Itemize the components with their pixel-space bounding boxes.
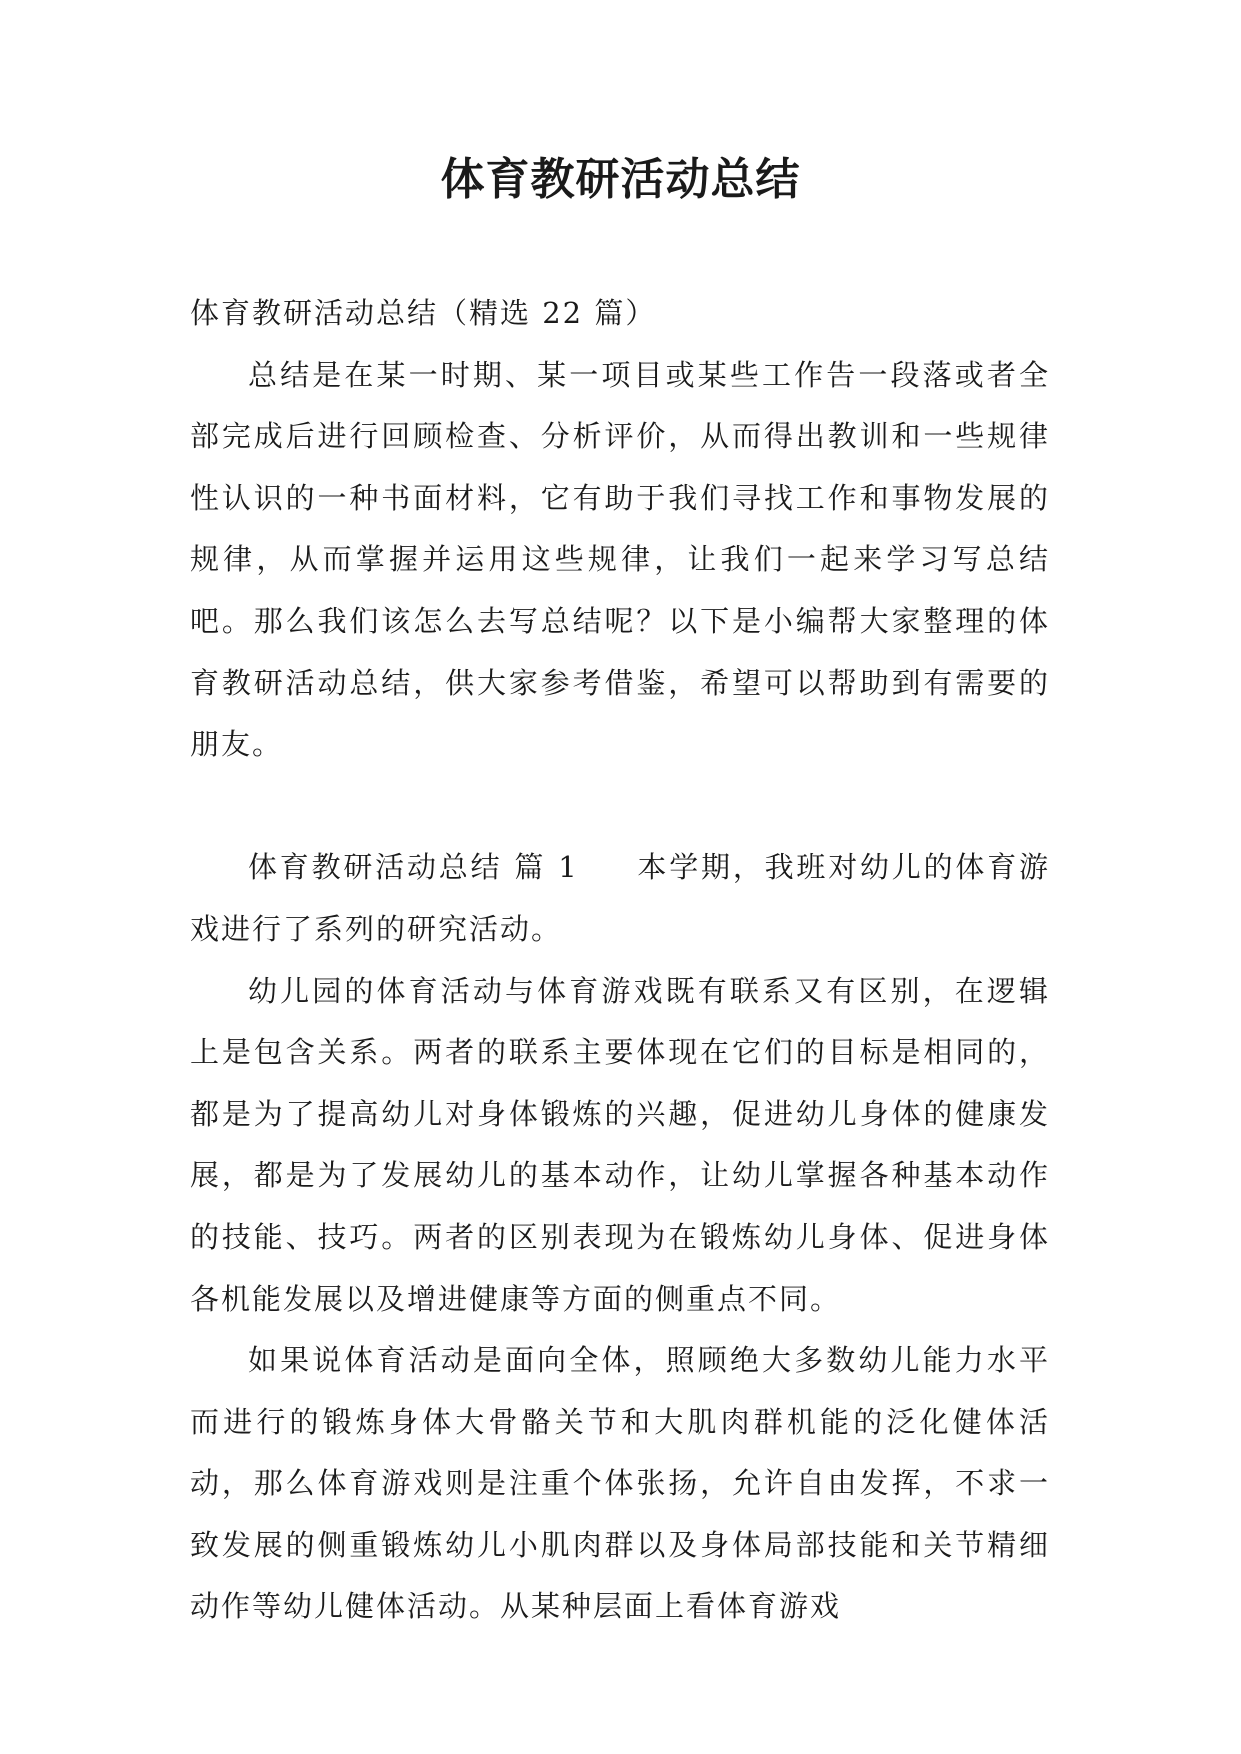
section-lead-text: 本学期，我班对幼儿的体育游戏进行了系列的研究活动。 <box>190 850 1050 946</box>
document-subtitle: 体育教研活动总结（精选 22 篇） <box>190 296 657 330</box>
body-paragraph-3: 如果说体育活动是面向全体，照顾绝大多数幼儿能力水平而进行的锻炼身体大骨骼关节和大肌肉群机能的泛化健体活动，那么体育游戏则是注重个体张扬，允许自由发挥，不求一致发展的侧重锻炼幼儿小肌肉群以及身体局部技能和关节精细动作等幼儿健体活动。从某种层面上看体育游戏 <box>190 1343 1050 1624</box>
document-title: 体育教研活动总结 <box>440 154 801 205</box>
section-1-paragraph <box>190 837 1050 960</box>
document-body <box>190 283 1050 1638</box>
body-paragraph-2: 幼儿园的体育活动与体育游戏既有联系又有区别，在逻辑上是包含关系。两者的联系主要体现在它们的目标是相同的，都是为了提高幼儿对身体锻炼的兴趣，促进幼儿身体的健康发展，都是为了发展幼儿的基本动作，让幼儿掌握各种基本动作的技能、技巧。两者的区别表现为在锻炼幼儿身体、促进身体各机能发展以及增进健康等方面的侧重点不同。 <box>190 973 1050 1316</box>
section-heading: 体育教研活动总结 篇 1 <box>248 850 579 885</box>
intro-paragraph: 总结是在某一时期、某一项目或某些工作告一段落或者全部完成后进行回顾检查、分析评价，从而得出教训和一些规律性认识的一种书面材料，它有助于我们寻找工作和事物发展的规律，从而掌握并运用这些规律，让我们一起来学习写总结吧。那么我们该怎么去写总结呢？以下是小编帮大家整理的体育教研活动总结，供大家参考借鉴，希望可以帮助到有需要的朋友。 <box>190 357 1050 762</box>
